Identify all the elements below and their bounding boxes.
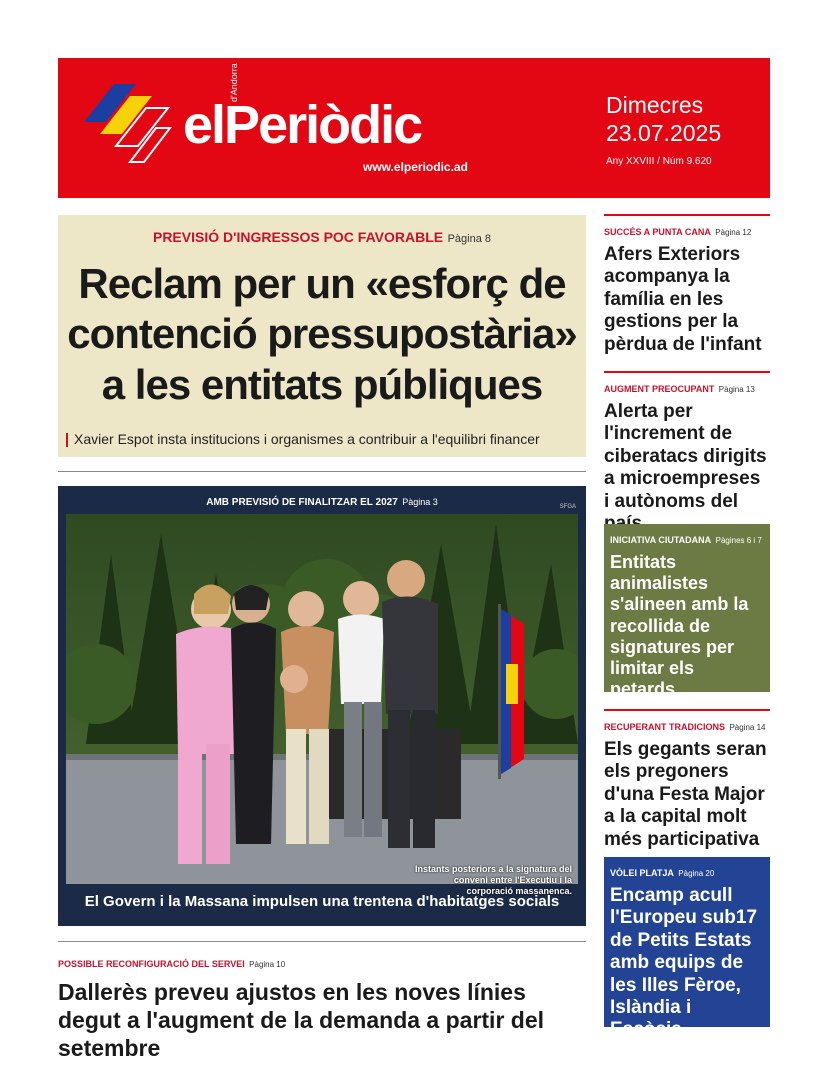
side-headline[interactable]: Entitats animalistes s'alineen amb la recollida de signatures per limitar els petards [610,552,749,700]
newspaper-logo-icon [84,82,174,172]
side-page-ref: Pàgina 12 [715,228,752,237]
lead-subtitle: Xavier Espot insta institucions i organismes a contribuir a l'equilibri financer [74,431,540,447]
side-page-ref: Pàgines 6 i 7 [715,536,762,545]
side-story-5[interactable] [604,857,770,1041]
lead-kicker-line [58,229,586,247]
photo-page-ref: Pàgina 3 [402,497,438,507]
issue-day: Dimecres [606,92,704,118]
issue-date: 23.07.2025 [606,120,722,146]
brand-main: Periòdic [224,95,422,155]
subtitle-bar-icon [66,433,68,447]
side-story-2[interactable] [604,371,770,535]
side-page-ref: Pàgina 13 [718,385,755,394]
lead-subtitle-line [66,431,584,447]
divider [58,941,586,942]
side-headline[interactable]: Encamp acull l'Europeu sub17 de Petits Estats amb equips de les Illes Fèroe, Islàndia i Escòcia [610,885,758,1041]
lead-story[interactable] [58,215,586,457]
brand-prefix: el [183,95,225,155]
masthead [58,58,770,198]
photo-credit: SFGA [559,504,576,510]
bottom-kicker: POSSIBLE RECONFIGURACIÓ DEL SERVEI [58,959,245,969]
side-kicker-line [610,530,764,548]
side-story-3[interactable] [604,524,770,700]
brand-name [183,95,422,155]
side-headline[interactable]: Els gegants seran els pregoners d'una Festa Major a la capital molt més participativa [604,739,767,850]
side-kicker-line [610,863,764,881]
bottom-page-ref: Pàgina 10 [249,960,286,969]
bottom-kicker-line [58,954,586,972]
news-photo[interactable] [66,514,578,884]
side-headline[interactable]: Alerta per l'increment de ciberatacs dirigits a microempreses i autònoms del [604,401,767,512]
side-story-1[interactable] [604,214,770,356]
side-kicker-line [604,379,770,397]
side-kicker: INICIATIVA CIUTADANA [610,535,712,545]
side-page-ref: Pàgina 14 [729,723,766,732]
photo-kicker-line [58,492,586,510]
lead-page-ref: Pàgina 8 [447,233,491,245]
brand-sub: d'Andorra [229,63,239,102]
photo-caption: Instants posteriors a la signatura del conveni entre l'Executiu i la corporació massanenca. [414,864,572,896]
side-kicker: VÒLEI PLATJA [610,868,674,878]
side-kicker-line [604,717,770,735]
side-page-ref: Pàgina 20 [678,869,715,878]
side-kicker: AUGMENT PREOCUPANT [604,384,715,394]
side-kicker: RECUPERANT TRADICIONS [604,722,726,732]
photo-story[interactable] [58,486,586,926]
side-headline[interactable]: Afers Exteriors acompanya la família en les gestions per la pèrdua de l'infant [604,244,762,355]
side-kicker: SUCCÉS A PUNTA CANA [604,227,711,237]
photo-kicker: AMB PREVISIÓ DE FINALITZAR EL 2027 [206,497,398,508]
lead-kicker: PREVISIÓ D'INGRESSOS POC FAVORABLE [152,229,444,245]
lead-headline[interactable]: Reclam per un «esforç de contenció pressupostària» a les entitats públiques [67,260,577,408]
divider [58,471,586,472]
website-url[interactable]: www.elperiodic.ad [363,160,468,174]
bottom-headline[interactable]: Dallerès preveu ajustos en les noves línies degut a l'augment de la demanda a partir del setembre [58,979,545,1062]
side-kicker-line [604,222,770,240]
photo-headline[interactable]: El Govern i la Massana impulsen una trentena d'habitatges socials [84,893,560,910]
group-handshake-photo [66,514,578,884]
bottom-story[interactable] [58,954,586,1062]
side-story-4[interactable] [604,709,770,851]
issue-edition: Any XXVIII / Núm 9.620 [606,156,712,167]
